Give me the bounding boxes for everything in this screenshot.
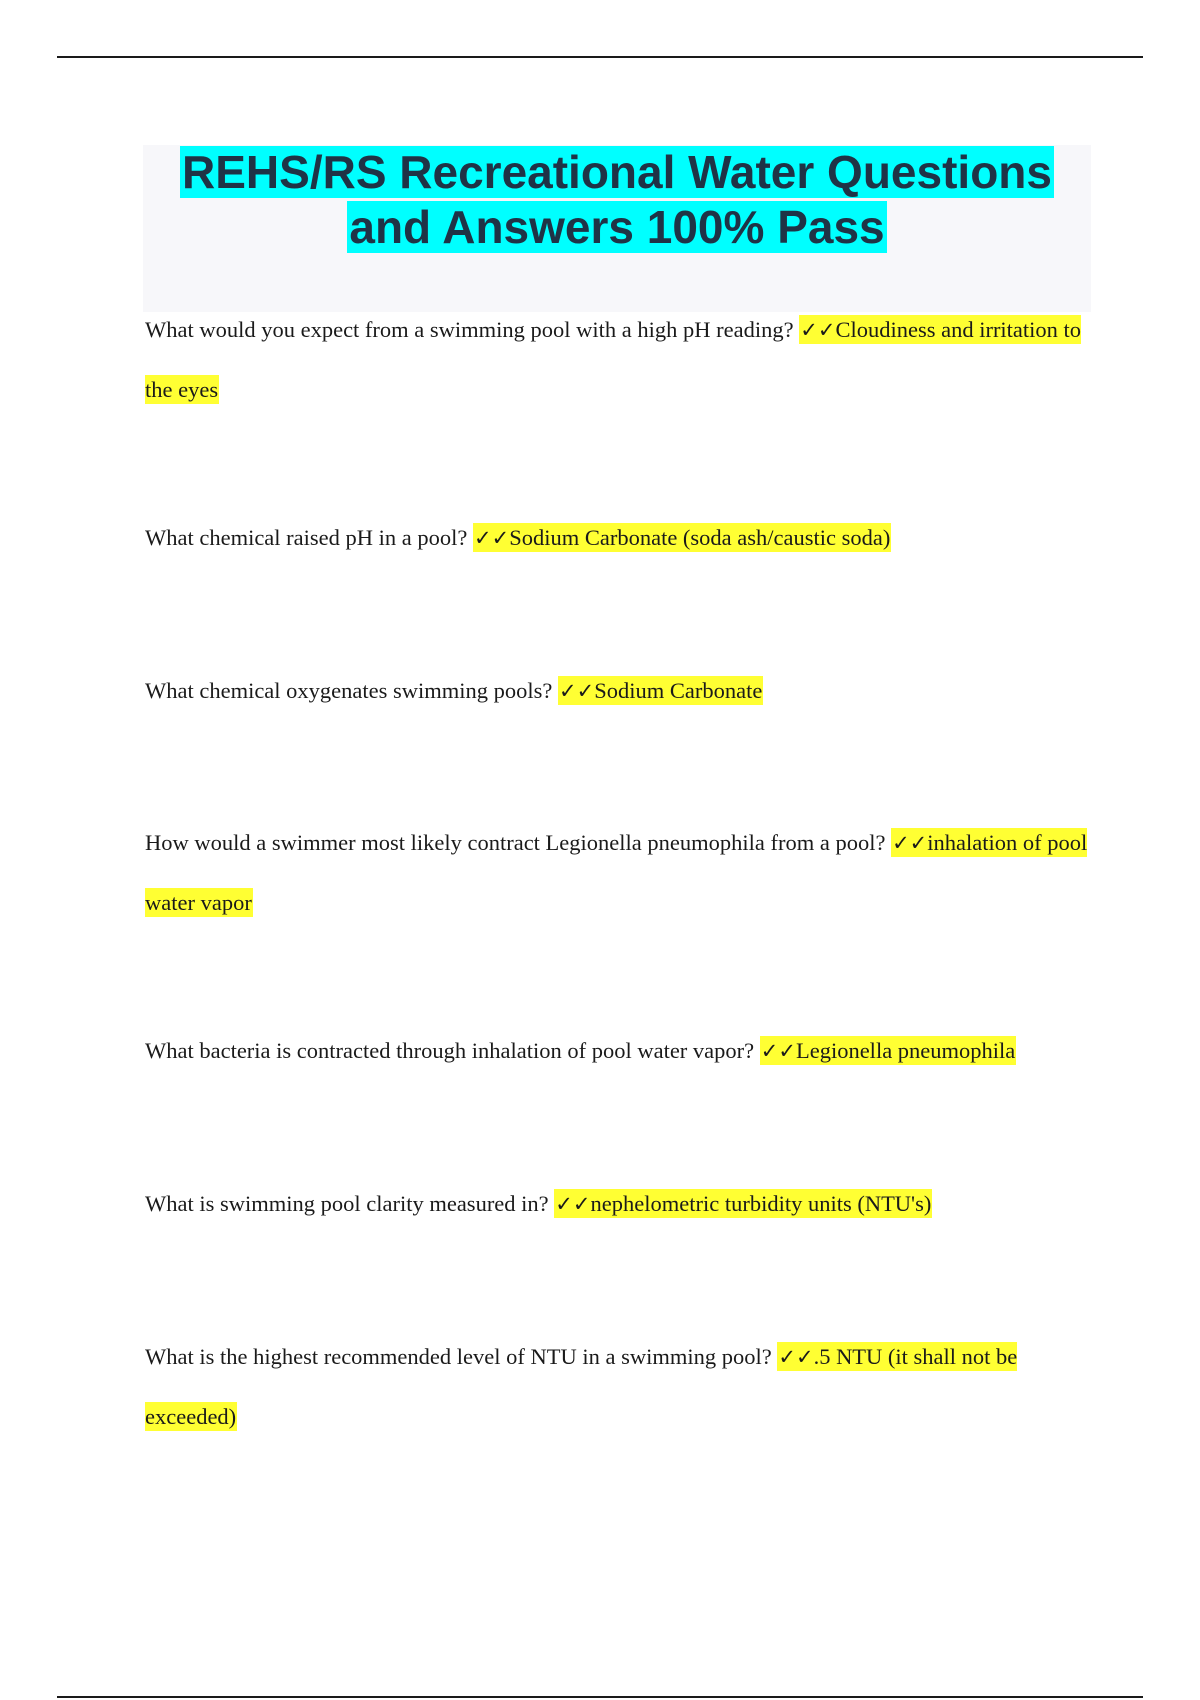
answer-text: nephelometric turbidity units (NTU's) bbox=[590, 1191, 932, 1216]
title-line-1: REHS/RS Recreational Water Questions bbox=[182, 146, 1052, 198]
question-text: What is swimming pool clarity measured in? bbox=[145, 1191, 549, 1216]
title-block bbox=[143, 145, 1091, 312]
question-text: What chemical oxygenates swimming pools? bbox=[145, 678, 553, 703]
title-line-2: and Answers 100% Pass bbox=[349, 201, 885, 253]
answer-text: Legionella pneumophila bbox=[795, 1038, 1016, 1063]
double-check-icon: ✓✓ bbox=[778, 1345, 814, 1369]
answer-text: inhalation of pool water vapor bbox=[145, 830, 1088, 915]
question-text: How would a swimmer most likely contract Legionella pneumophila from a pool? bbox=[145, 830, 886, 855]
answer-highlight bbox=[558, 676, 763, 705]
question-text: What is the highest recommended level of NTU in a swimming pool? bbox=[145, 1344, 772, 1369]
answer-highlight bbox=[760, 1036, 1017, 1065]
qa-item bbox=[145, 300, 1095, 420]
qa-item bbox=[145, 1021, 1095, 1081]
double-check-icon: ✓✓ bbox=[474, 526, 510, 550]
qa-item bbox=[145, 508, 1095, 568]
answer-text: .5 NTU (it shall not be exceeded) bbox=[145, 1344, 1018, 1429]
double-check-icon: ✓✓ bbox=[555, 1192, 591, 1216]
question-text: What bacteria is contracted through inhalation of pool water vapor? bbox=[145, 1038, 755, 1063]
double-check-icon: ✓✓ bbox=[559, 679, 595, 703]
page-top-rule bbox=[57, 56, 1143, 58]
question-text: What chemical raised pH in a pool? bbox=[145, 525, 468, 550]
qa-item bbox=[145, 661, 1095, 721]
double-check-icon: ✓✓ bbox=[760, 1039, 796, 1063]
answer-text: Sodium Carbonate bbox=[594, 678, 763, 703]
qa-item bbox=[145, 1327, 1095, 1447]
qa-item bbox=[145, 813, 1095, 933]
qa-item bbox=[145, 1174, 1095, 1234]
double-check-icon: ✓✓ bbox=[800, 318, 836, 342]
answer-text: Sodium Carbonate (soda ash/caustic soda) bbox=[509, 525, 891, 550]
page-bottom-rule bbox=[57, 1696, 1143, 1698]
question-text: What would you expect from a swimming pool with a high pH reading? bbox=[145, 317, 794, 342]
answer-text: Cloudiness and irritation to the eyes bbox=[145, 317, 1082, 402]
document-title bbox=[143, 145, 1091, 255]
answer-highlight bbox=[473, 523, 891, 552]
answer-highlight bbox=[554, 1189, 932, 1218]
double-check-icon: ✓✓ bbox=[892, 831, 928, 855]
